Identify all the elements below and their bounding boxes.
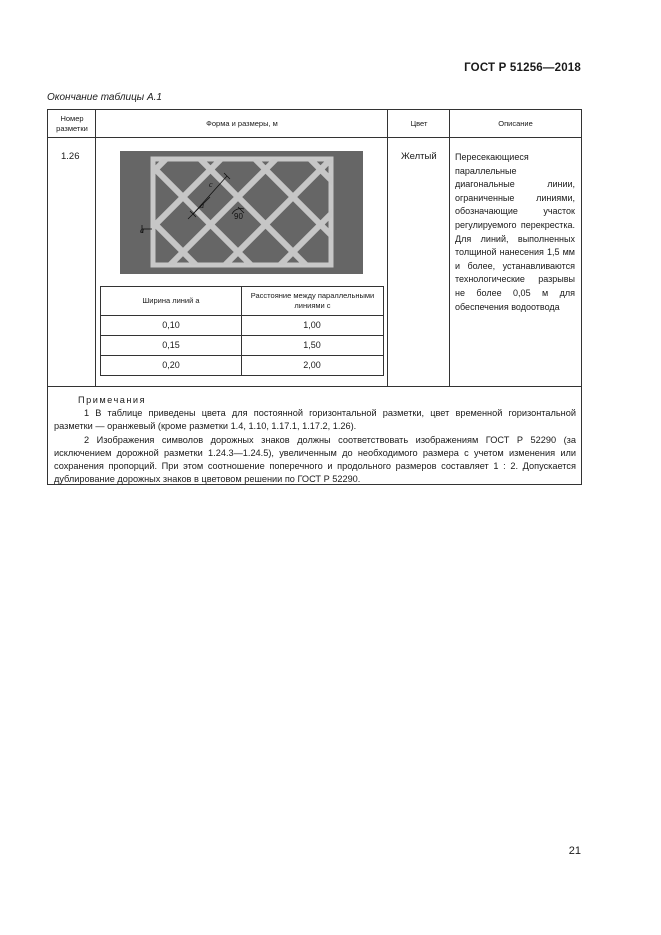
line-spacing-value: 1,50 xyxy=(303,340,321,350)
page-number: 21 xyxy=(568,845,581,857)
dimension-c-label: c xyxy=(209,180,213,189)
notes-title: Примечания xyxy=(78,395,147,405)
row-divider xyxy=(48,386,581,387)
header-color: Цвет xyxy=(388,110,450,138)
dimension-a-label: a xyxy=(200,201,204,210)
header-form: Форма и размеры, м xyxy=(96,110,388,138)
subtable-header-spacing: Расстояние между параллельными линиями c xyxy=(242,287,383,316)
note-item: 2 Изображения символов дорожных знаков должны соответствовать изображениям ГОСТ Р 52290 (за исключением дорожной разметки 1.24.3—1.24.5), увеличенным до необходимого размера с учетом изменения или сохранения пропорций. При этом соотношение поперечного и продольного размеров составляет 1 : 2. Допускается дублирование дорожных знаков в цветовом решении по ГОСТ Р 52290. xyxy=(54,434,576,485)
marking-drawing xyxy=(120,151,363,274)
subtable-row xyxy=(101,316,383,336)
line-width-value: 0,20 xyxy=(162,360,180,370)
line-width-value: 0,15 xyxy=(162,340,180,350)
note-item: 1 В таблице приведены цвета для постоянной горизонтальной разметки, цвет временной горизонтальной разметки — оранжевый (кроме разметки 1.4, 1.10, 1.17.1, 1.17.2, 1.26). xyxy=(54,408,576,432)
line-spacing-value: 2,00 xyxy=(303,360,321,370)
document-code: ГОСТ Р 51256—2018 xyxy=(464,62,581,74)
column-divider xyxy=(449,110,450,386)
angle-label: 90 xyxy=(234,212,243,221)
markings-table xyxy=(47,109,582,485)
column-divider xyxy=(95,110,96,386)
header-description: Описание xyxy=(450,110,581,138)
notes-section xyxy=(54,394,576,486)
subtable-row xyxy=(101,336,383,356)
column-divider xyxy=(387,110,388,386)
dimension-a-side-label: a xyxy=(140,226,144,235)
header-number: Номер разметки xyxy=(48,110,96,138)
marking-description: Пересекающиеся параллельные диагональные линии, ограниченные линиями, обозначающие участок регулируемого перекрестка. Для линий, выполненных толщиной нанесения 1,5 мм и более, устанавливаются технологические разрывы не более 0,05 м для обеспечения водоотвода xyxy=(455,152,575,312)
line-spacing-value: 1,00 xyxy=(303,320,321,330)
subtable-divider xyxy=(241,287,242,375)
marking-color: Желтый xyxy=(401,151,437,162)
subtable-row xyxy=(101,356,383,376)
dimensions-subtable xyxy=(100,286,384,376)
line-width-value: 0,10 xyxy=(162,320,180,330)
table-caption: Окончание таблицы А.1 xyxy=(47,92,162,103)
marking-number: 1.26 xyxy=(61,151,80,162)
subtable-header-width: Ширина линий a xyxy=(101,287,241,316)
